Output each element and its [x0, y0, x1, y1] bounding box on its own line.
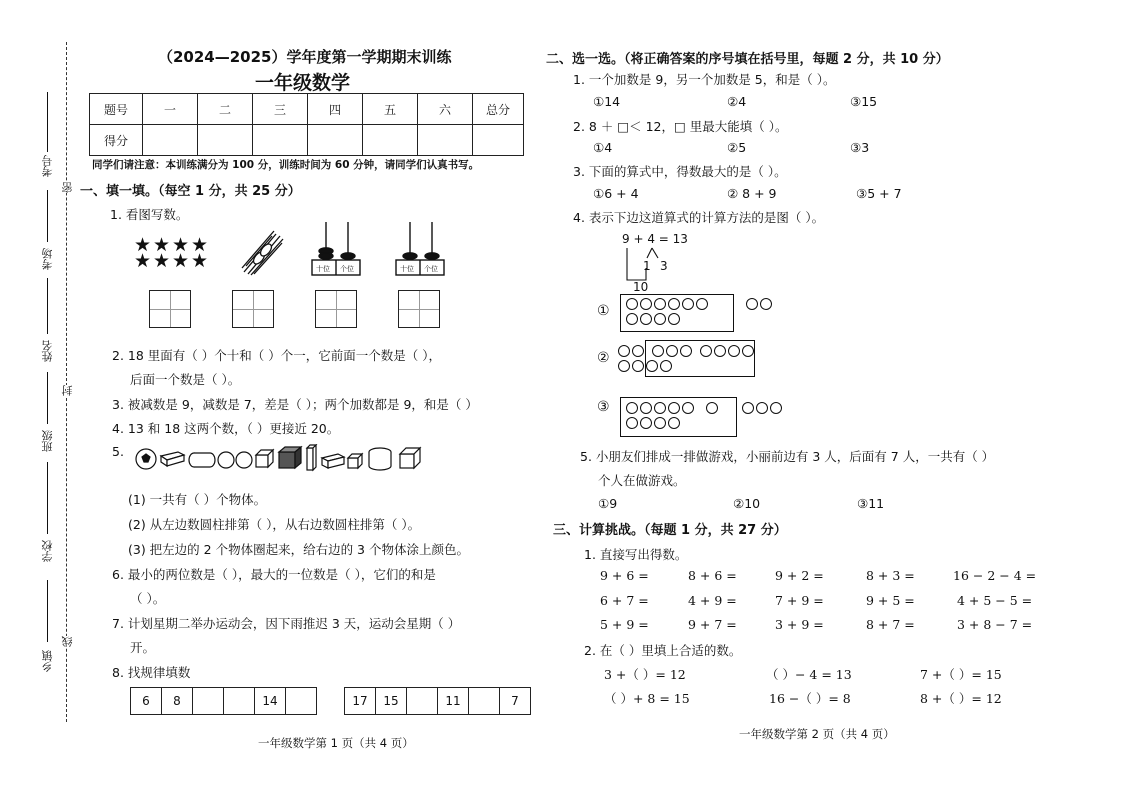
sequence-cell-blank[interactable] [406, 687, 438, 715]
score-cell[interactable] [253, 125, 308, 156]
star-icon: ★ [153, 234, 171, 256]
sequence-cell-blank[interactable] [468, 687, 500, 715]
abacus-tens-label: 十位 [400, 265, 414, 273]
sequence-cell: 14 [254, 687, 286, 715]
stick-bundle-icon [238, 228, 286, 278]
sequence-cell-blank[interactable] [285, 687, 317, 715]
sequence-cell: 7 [499, 687, 531, 715]
answer-grid-box[interactable] [232, 290, 274, 328]
circles-group-3 [626, 402, 720, 432]
q1-7-text-b: 开。 [130, 640, 156, 655]
calc-item[interactable]: 6 + 7 = [600, 593, 649, 608]
sequence-cell: 15 [375, 687, 407, 715]
q2-4-split-1: 1 [643, 259, 651, 273]
score-header-cell: 五 [363, 94, 418, 125]
q1-4-text: 4. 13 和 18 这两个数，（ ）更接近 20。 [112, 421, 340, 436]
score-header-cell: 三 [253, 94, 308, 125]
calc-item[interactable]: 16 − 2 − 4 = [953, 568, 1037, 583]
q1-2-text-b: 后面一个数是（ ）。 [130, 372, 241, 387]
q1-3-text: 3. 被减数是 9，减数是 7，差是（ ）；两个加数都是 9，和是（ ） [112, 397, 478, 412]
q2-4-mark-2[interactable]: ② [597, 350, 610, 366]
calc-item[interactable]: 9 + 2 = [775, 568, 824, 583]
exam-notice: 同学们请注意：本训练满分为 100 分，训练时间为 60 分钟，请同学们认真书写。 [92, 159, 480, 171]
calc-item[interactable]: 3 + 9 = [775, 617, 824, 632]
q1-7-text-a: 7. 计划星期二举办运动会，因下雨推迟 3 天，运动会星期（ ） [112, 616, 461, 631]
binding-blank-school[interactable] [47, 462, 48, 534]
section1-heading: 一、填一填。（每空 1 分，共 25 分） [80, 184, 301, 199]
decomposition-lines [622, 246, 682, 286]
score-row-label: 得分 [90, 125, 143, 156]
sequence-cell: 17 [344, 687, 376, 715]
q2-4-equation: 9 + 4 = 13 [622, 232, 688, 246]
objects-row-figure [134, 444, 434, 474]
q2-2-text: 2. 8 ＋ □＜ 12，□ 里最大能填（ ）。 [573, 119, 788, 134]
q2-4-text: 4. 表示下边这道算式的计算方法的是图（ ）。 [573, 210, 825, 225]
score-header-cell: 题号 [90, 94, 143, 125]
q2-5-option-1[interactable]: ①9 [598, 496, 618, 511]
star-icon: ★ [134, 250, 152, 272]
fill-item[interactable]: 16 −（ ）= 8 [769, 691, 851, 706]
score-cell[interactable] [363, 125, 418, 156]
q2-1-option-3[interactable]: ③15 [850, 94, 878, 109]
star-icon: ★ [134, 234, 152, 256]
q2-3-text: 3. 下面的算式中，得数最大的是（ ）。 [573, 164, 787, 179]
score-header-cell: 六 [418, 94, 473, 125]
fill-item[interactable]: 7 +（ ）= 15 [920, 667, 1002, 682]
section2-heading: 二、选一选。（将正确答案的序号填在括号里，每题 2 分，共 10 分） [546, 52, 949, 67]
q2-3-option-2[interactable]: ② 8 + 9 [727, 186, 777, 201]
q1-5-2-text: (2) 从左边数圆柱排第（ ），从右边数圆柱排第（ ）。 [128, 517, 421, 532]
binding-label-class: 班级 [41, 430, 54, 452]
sequence-row-2 [345, 687, 531, 715]
calc-item[interactable]: 7 + 9 = [775, 593, 824, 608]
score-header-cell: 二 [198, 94, 253, 125]
q1-5-3-text: (3) 把左边的 2 个物体圈起来，给右边的 3 个物体涂上颜色。 [128, 542, 469, 557]
calc-item[interactable]: 5 + 9 = [600, 617, 649, 632]
abacus-ones-label: 个位 [424, 265, 438, 273]
binding-blank-name[interactable] [47, 278, 48, 334]
q1-2-text-a: 2. 18 里面有（ ）个十和（ ）个一，它前面一个数是（ ）， [112, 348, 441, 363]
q1-6-text-b: （ ）。 [130, 591, 166, 606]
sequence-cell: 11 [437, 687, 469, 715]
circles-group-1-outside [746, 298, 774, 313]
answer-grid-box[interactable] [398, 290, 440, 328]
section3-heading: 三、计算挑战。（每题 1 分，共 27 分） [553, 523, 787, 538]
answer-grid-box[interactable] [149, 290, 191, 328]
circles-group-2 [618, 345, 756, 375]
sequence-row-1 [131, 687, 317, 715]
q1-5-number: 5. [112, 444, 124, 459]
calc-item[interactable]: 8 + 3 = [866, 568, 915, 583]
score-cell[interactable] [308, 125, 363, 156]
q2-1-option-2[interactable]: ②4 [727, 94, 747, 109]
calc-item[interactable]: 4 + 9 = [688, 593, 737, 608]
cut-mark-xian: 线 [61, 636, 74, 647]
q2-4-ten-label: 10 [633, 280, 649, 294]
page-footer-right: 一年级数学第 2 页（共 4 页） [739, 727, 895, 741]
fill-item[interactable]: （ ）+ 8 = 15 [604, 691, 690, 706]
q2-4-split-2: 3 [660, 259, 668, 273]
q2-5-option-3[interactable]: ③11 [857, 496, 885, 511]
score-cell[interactable] [418, 125, 473, 156]
score-cell[interactable] [143, 125, 198, 156]
q2-2-option-2[interactable]: ②5 [727, 140, 747, 155]
star-icon: ★ [191, 250, 209, 272]
calc-item[interactable]: 3 + 8 − 7 = [957, 617, 1033, 632]
q2-1-option-1[interactable]: ①14 [593, 94, 621, 109]
calc-item[interactable]: 4 + 5 − 5 = [957, 593, 1033, 608]
q2-2-option-3[interactable]: ③3 [850, 140, 870, 155]
abacus-tens-label: 十位 [316, 265, 330, 273]
q2-5-text-a: 5. 小朋友们排成一排做游戏，小丽前边有 3 人，后面有 7 人，一共有（ ） [580, 449, 995, 464]
q2-3-option-1[interactable]: ①6 + 4 [593, 186, 639, 201]
exam-title: （2024—2025）学年度第一学期期末训练 [158, 48, 452, 66]
score-table [89, 93, 524, 156]
binding-label-exam-room: 考场 [41, 248, 54, 270]
star-icon: ★ [172, 234, 190, 256]
fill-item[interactable]: 8 +（ ）= 12 [920, 691, 1002, 706]
binding-label-name: 姓名 [41, 340, 54, 362]
calc-item[interactable]: 9 + 5 = [866, 593, 915, 608]
q1-1-text: 1. 看图写数。 [110, 207, 189, 222]
q2-1-text: 1. 一个加数是 9，另一个加数是 5，和是（ ）。 [573, 72, 836, 87]
q1-6-text-a: 6. 最小的两位数是（ ），最大的一位数是（ ），它们的和是 [112, 567, 436, 582]
sequence-cell: 8 [161, 687, 193, 715]
q3-2-text: 2. 在（ ）里填上合适的数。 [584, 643, 742, 658]
page-footer-left: 一年级数学第 1 页（共 4 页） [258, 736, 414, 750]
q2-4-mark-1[interactable]: ① [597, 303, 610, 319]
q3-1-text: 1. 直接写出得数。 [584, 547, 688, 562]
binding-blank-exam-number[interactable] [47, 92, 48, 152]
q2-4-mark-3[interactable]: ③ [597, 399, 610, 415]
sequence-cell: 6 [130, 687, 162, 715]
score-cell[interactable] [198, 125, 253, 156]
star-icon: ★ [191, 234, 209, 256]
circles-group-1 [626, 298, 710, 328]
binding-label-town: 乡镇 [41, 650, 54, 672]
binding-label-exam-number: 考号 [41, 155, 54, 177]
abacus-ones-label: 个位 [340, 265, 354, 273]
cut-mark-feng: 封 [61, 385, 74, 396]
calc-item[interactable]: 9 + 7 = [688, 617, 737, 632]
calc-item[interactable]: 8 + 7 = [866, 617, 915, 632]
circles-group-3-outside [742, 402, 784, 417]
fill-item[interactable]: 3 +（ ）= 12 [604, 667, 686, 682]
binding-blank-town[interactable] [47, 580, 48, 642]
cut-mark-mi: 密 [61, 182, 74, 193]
binding-label-school: 学校 [41, 540, 54, 562]
exam-subject: 一年级数学 [255, 72, 351, 94]
q2-3-option-3[interactable]: ③5 + 7 [856, 186, 902, 201]
q2-5-text-b: 个人在做游戏。 [598, 473, 686, 488]
score-header-cell: 总分 [473, 94, 524, 125]
star-icon: ★ [153, 250, 171, 272]
fill-item[interactable]: （ ）− 4 = 13 [766, 667, 852, 682]
binding-blank-exam-room[interactable] [47, 190, 48, 242]
q2-5-option-2[interactable]: ②10 [733, 496, 761, 511]
q2-2-option-1[interactable]: ①4 [593, 140, 613, 155]
calc-item[interactable]: 9 + 6 = [600, 568, 649, 583]
answer-grid-box[interactable] [315, 290, 357, 328]
calc-item[interactable]: 8 + 6 = [688, 568, 737, 583]
sequence-cell-blank[interactable] [223, 687, 255, 715]
score-header-cell: 四 [308, 94, 363, 125]
star-icon: ★ [172, 250, 190, 272]
score-header-cell: 一 [143, 94, 198, 125]
binding-dashed-line [66, 42, 67, 722]
sequence-cell-blank[interactable] [192, 687, 224, 715]
q1-8-text: 8. 找规律填数 [112, 665, 191, 680]
q1-5-1-text: (1) 一共有（ ）个物体。 [128, 492, 267, 507]
score-cell[interactable] [473, 125, 524, 156]
binding-blank-class[interactable] [47, 372, 48, 424]
